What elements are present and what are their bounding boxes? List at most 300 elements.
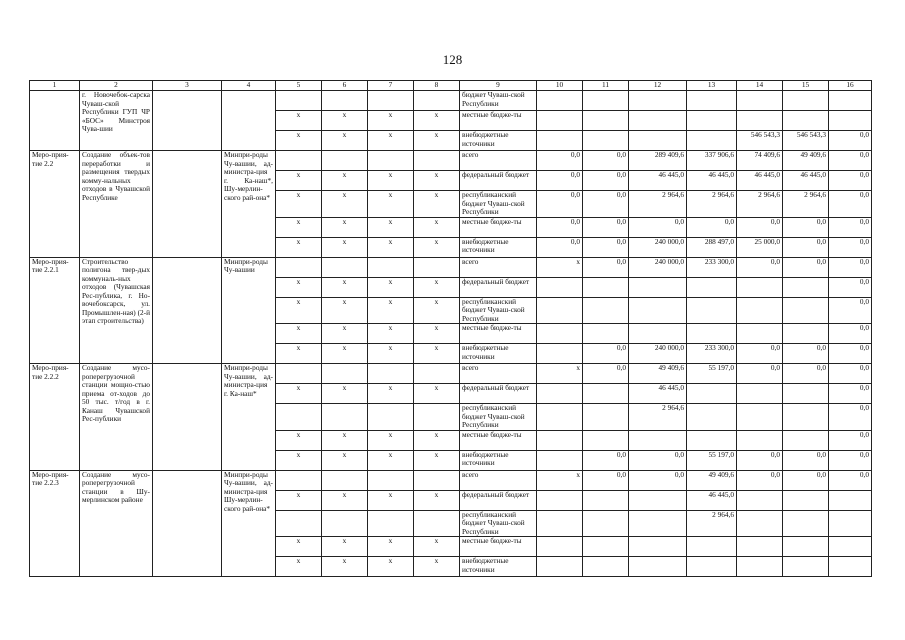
value-cell: x (537, 470, 583, 490)
code-cell: x (414, 171, 460, 191)
value-cell (629, 111, 687, 131)
code-cell (276, 364, 322, 384)
code-cell: x (276, 237, 322, 257)
value-cell: 0,0 (829, 450, 872, 470)
executor-cell: Минпри-роды Чу-вашии, ад-министра-ция Шу-мерлин-ского рай-она* (222, 470, 276, 577)
value-cell (687, 557, 737, 577)
value-cell (537, 91, 583, 111)
value-cell: 0,0 (537, 237, 583, 257)
value-cell (583, 404, 629, 431)
measure-code-cell: Меро-прия-тие 2.2 (30, 151, 80, 258)
value-cell (537, 537, 583, 557)
executor-cell (222, 91, 276, 151)
value-cell (583, 430, 629, 450)
funding-source-cell: республиканский бюджет Чуваш-ской Республики (460, 297, 537, 324)
code-cell: x (368, 557, 414, 577)
funding-source-cell: всего (460, 364, 537, 384)
code-cell: x (414, 237, 460, 257)
value-cell: 0,0 (783, 217, 829, 237)
code-cell (414, 91, 460, 111)
value-cell (583, 297, 629, 324)
code-cell: x (414, 450, 460, 470)
value-cell (687, 430, 737, 450)
value-cell: 0,0 (829, 470, 872, 490)
code-cell (414, 404, 460, 431)
code-cell: x (322, 450, 368, 470)
code-cell (276, 257, 322, 277)
value-cell: 0,0 (829, 277, 872, 297)
col3-cell (153, 470, 222, 577)
header-cell: 6 (322, 81, 368, 91)
value-cell: 0,0 (629, 470, 687, 490)
value-cell (687, 131, 737, 151)
value-cell: 0,0 (829, 171, 872, 191)
value-cell (829, 490, 872, 510)
code-cell (368, 470, 414, 490)
col3-cell (153, 364, 222, 471)
code-cell (414, 257, 460, 277)
value-cell: 46 445,0 (783, 171, 829, 191)
code-cell (368, 364, 414, 384)
code-cell: x (368, 277, 414, 297)
value-cell (687, 404, 737, 431)
value-cell: 49 409,6 (687, 470, 737, 490)
value-cell: x (537, 257, 583, 277)
code-cell (368, 404, 414, 431)
code-cell: x (276, 111, 322, 131)
code-cell: x (368, 344, 414, 364)
code-cell (322, 510, 368, 537)
value-cell (737, 490, 783, 510)
col3-cell (153, 151, 222, 258)
col3-cell (153, 257, 222, 364)
code-cell (276, 404, 322, 431)
code-cell: x (276, 191, 322, 218)
code-cell (276, 510, 322, 537)
value-cell: 2 964,6 (737, 191, 783, 218)
measure-name-cell: г. Новочебок-сарска Чуваш-ской Республики ГУП ЧР «БОС» Минстроя Чува-шии (80, 91, 153, 151)
value-cell (583, 537, 629, 557)
value-cell (737, 557, 783, 577)
code-cell (322, 257, 368, 277)
code-cell: x (368, 111, 414, 131)
code-cell (276, 151, 322, 171)
value-cell (783, 490, 829, 510)
table-row (30, 257, 872, 277)
value-cell: 0,0 (583, 364, 629, 384)
header-cell: 9 (460, 81, 537, 91)
value-cell (583, 111, 629, 131)
value-cell (537, 510, 583, 537)
value-cell: 0,0 (537, 151, 583, 171)
value-cell (537, 490, 583, 510)
code-cell: x (414, 191, 460, 218)
value-cell (783, 324, 829, 344)
code-cell: x (322, 384, 368, 404)
code-cell: x (414, 430, 460, 450)
code-cell: x (322, 490, 368, 510)
code-cell: x (414, 490, 460, 510)
value-cell (737, 297, 783, 324)
value-cell (783, 297, 829, 324)
value-cell: 0,0 (629, 217, 687, 237)
value-cell: 0,0 (783, 257, 829, 277)
funding-source-cell: местные бюдже-ты (460, 430, 537, 450)
value-cell: 0,0 (829, 364, 872, 384)
header-cell: 10 (537, 81, 583, 91)
code-cell: x (276, 430, 322, 450)
value-cell (583, 91, 629, 111)
header-cell: 13 (687, 81, 737, 91)
value-cell (737, 510, 783, 537)
value-cell: 46 445,0 (687, 490, 737, 510)
value-cell: 0,0 (737, 257, 783, 277)
value-cell (687, 324, 737, 344)
value-cell: 46 445,0 (629, 384, 687, 404)
value-cell: 0,0 (783, 364, 829, 384)
header-cell: 12 (629, 81, 687, 91)
value-cell: 46 445,0 (737, 171, 783, 191)
value-cell (737, 111, 783, 131)
value-cell: 0,0 (829, 217, 872, 237)
value-cell: 55 197,0 (687, 364, 737, 384)
code-cell (322, 91, 368, 111)
value-cell: 0,0 (829, 324, 872, 344)
code-cell: x (368, 490, 414, 510)
value-cell: 2 964,6 (783, 191, 829, 218)
value-cell: 233 300,0 (687, 344, 737, 364)
value-cell: 0,0 (829, 384, 872, 404)
value-cell (783, 557, 829, 577)
executor-cell: Минпри-роды Чу-вашии, ад-министра-ция г. Ка-наш*, Шу-мерлин-ского рай-она* (222, 151, 276, 258)
value-cell: 0,0 (737, 450, 783, 470)
value-cell: 0,0 (583, 151, 629, 171)
value-cell (537, 324, 583, 344)
value-cell: 55 197,0 (687, 450, 737, 470)
value-cell (629, 510, 687, 537)
value-cell: 0,0 (537, 171, 583, 191)
value-cell: 0,0 (737, 344, 783, 364)
value-cell (537, 384, 583, 404)
code-cell (368, 151, 414, 171)
value-cell (629, 537, 687, 557)
value-cell (629, 297, 687, 324)
code-cell: x (322, 131, 368, 151)
funding-source-cell: республиканский бюджет Чуваш-ской Республики (460, 404, 537, 431)
value-cell: 46 445,0 (687, 171, 737, 191)
value-cell (737, 324, 783, 344)
value-cell: 2 964,6 (687, 191, 737, 218)
code-cell: x (276, 344, 322, 364)
value-cell (537, 277, 583, 297)
value-cell: 2 964,6 (687, 510, 737, 537)
value-cell (687, 111, 737, 131)
value-cell (629, 277, 687, 297)
value-cell (537, 430, 583, 450)
code-cell: x (322, 557, 368, 577)
measure-name-cell: Создание мусо-роперегрузочной станции мощно-стью приема от-ходов до 50 тыс. т/год в г. Канаш Чувашской Рес-публики (80, 364, 153, 471)
value-cell (537, 344, 583, 364)
value-cell: 289 409,6 (629, 151, 687, 171)
code-cell: x (322, 430, 368, 450)
value-cell (583, 557, 629, 577)
code-cell: x (414, 131, 460, 151)
value-cell (687, 297, 737, 324)
value-cell: 0,0 (537, 217, 583, 237)
code-cell (414, 151, 460, 171)
value-cell (537, 131, 583, 151)
code-cell (322, 470, 368, 490)
header-cell: 16 (829, 81, 872, 91)
value-cell (783, 537, 829, 557)
header-cell: 3 (153, 81, 222, 91)
funding-source-cell: местные бюдже-ты (460, 217, 537, 237)
value-cell (829, 557, 872, 577)
value-cell: 49 409,6 (783, 151, 829, 171)
code-cell (322, 151, 368, 171)
header-cell: 2 (80, 81, 153, 91)
measure-name-cell: Создание объек-тов переработки и размещения твердых комму-нальных отходов в Чувашской Республике (80, 151, 153, 258)
header-cell: 7 (368, 81, 414, 91)
code-cell: x (322, 344, 368, 364)
header-cell: 15 (783, 81, 829, 91)
value-cell (629, 131, 687, 151)
value-cell (783, 404, 829, 431)
value-cell: 46 445,0 (629, 171, 687, 191)
measure-name-cell: Создание мусо-роперегрузочной станции в Шу-мерлинском районе (80, 470, 153, 577)
value-cell (537, 111, 583, 131)
value-cell: 0,0 (737, 470, 783, 490)
code-cell: x (322, 217, 368, 237)
value-cell: x (537, 364, 583, 384)
code-cell: x (368, 297, 414, 324)
table-header-row (30, 81, 872, 91)
funding-source-cell: всего (460, 470, 537, 490)
code-cell (322, 364, 368, 384)
value-cell (583, 490, 629, 510)
value-cell: 0,0 (737, 364, 783, 384)
col3-cell (153, 91, 222, 151)
header-cell: 8 (414, 81, 460, 91)
value-cell: 0,0 (783, 470, 829, 490)
code-cell (414, 510, 460, 537)
value-cell: 0,0 (829, 257, 872, 277)
value-cell: 0,0 (829, 344, 872, 364)
measure-name-cell: Строительство полигона твер-дых коммуналь-ных отходов (Чувашская Рес-публика, г. Но-вочебоксарск, ул. Промышлен-ная) (2-й этап строительства) (80, 257, 153, 364)
table-row (30, 91, 872, 111)
value-cell: 546 543,3 (783, 131, 829, 151)
code-cell: x (322, 324, 368, 344)
value-cell: 546 543,3 (737, 131, 783, 151)
value-cell: 0,0 (583, 191, 629, 218)
code-cell: x (322, 297, 368, 324)
code-cell: x (414, 537, 460, 557)
page-number: 128 (442, 52, 463, 67)
code-cell (368, 91, 414, 111)
value-cell (829, 91, 872, 111)
value-cell: 0,0 (583, 344, 629, 364)
value-cell: 0,0 (829, 237, 872, 257)
code-cell: x (276, 217, 322, 237)
code-cell: x (368, 430, 414, 450)
value-cell: 74 409,6 (737, 151, 783, 171)
code-cell: x (414, 384, 460, 404)
code-cell: x (414, 277, 460, 297)
value-cell: 0,0 (583, 257, 629, 277)
value-cell (737, 277, 783, 297)
code-cell: x (276, 324, 322, 344)
value-cell: 288 497,0 (687, 237, 737, 257)
value-cell: 0,0 (629, 450, 687, 470)
value-cell: 0,0 (829, 404, 872, 431)
code-cell: x (368, 450, 414, 470)
code-cell (368, 510, 414, 537)
header-cell: 14 (737, 81, 783, 91)
value-cell (829, 510, 872, 537)
value-cell (629, 490, 687, 510)
funding-source-cell: местные бюдже-ты (460, 537, 537, 557)
value-cell (537, 557, 583, 577)
value-cell: 0,0 (583, 470, 629, 490)
value-cell (783, 277, 829, 297)
header-cell: 11 (583, 81, 629, 91)
funding-source-cell: республиканский бюджет Чуваш-ской Республики (460, 510, 537, 537)
value-cell (737, 384, 783, 404)
code-cell: x (368, 191, 414, 218)
code-cell: x (276, 450, 322, 470)
funding-source-cell: бюджет Чуваш-ской Республики (460, 91, 537, 111)
code-cell (368, 257, 414, 277)
funding-source-cell: внебюджетные источники (460, 344, 537, 364)
funding-source-cell: внебюджетные источники (460, 131, 537, 151)
value-cell (583, 384, 629, 404)
value-cell: 0,0 (829, 430, 872, 450)
code-cell (322, 404, 368, 431)
value-cell (583, 277, 629, 297)
funding-source-cell: федеральный бюджет (460, 277, 537, 297)
value-cell (783, 510, 829, 537)
value-cell: 0,0 (537, 191, 583, 218)
value-cell: 2 964,6 (629, 404, 687, 431)
header-cell: 1 (30, 81, 80, 91)
value-cell (629, 557, 687, 577)
financing-table (29, 80, 872, 577)
code-cell: x (368, 237, 414, 257)
value-cell: 0,0 (829, 297, 872, 324)
code-cell: x (322, 277, 368, 297)
code-cell: x (368, 217, 414, 237)
value-cell (783, 384, 829, 404)
value-cell (687, 537, 737, 557)
value-cell: 0,0 (687, 217, 737, 237)
funding-source-cell: республиканский бюджет Чуваш-ской Республики (460, 191, 537, 218)
code-cell: x (368, 324, 414, 344)
funding-source-cell: всего (460, 151, 537, 171)
table-row (30, 470, 872, 490)
value-cell (783, 111, 829, 131)
header-cell: 4 (222, 81, 276, 91)
value-cell: 0,0 (783, 450, 829, 470)
code-cell: x (322, 111, 368, 131)
funding-source-cell: федеральный бюджет (460, 384, 537, 404)
value-cell: 0,0 (829, 191, 872, 218)
code-cell: x (276, 490, 322, 510)
value-cell (737, 404, 783, 431)
funding-source-cell: внебюджетные источники (460, 557, 537, 577)
value-cell (537, 297, 583, 324)
value-cell (829, 111, 872, 131)
value-cell: 0,0 (829, 131, 872, 151)
value-cell (583, 131, 629, 151)
code-cell: x (276, 557, 322, 577)
code-cell: x (276, 297, 322, 324)
code-cell (414, 364, 460, 384)
value-cell: 0,0 (583, 171, 629, 191)
value-cell (783, 430, 829, 450)
funding-source-cell: всего (460, 257, 537, 277)
code-cell: x (322, 171, 368, 191)
code-cell (414, 470, 460, 490)
value-cell (629, 324, 687, 344)
value-cell (629, 430, 687, 450)
value-cell (687, 384, 737, 404)
code-cell: x (276, 171, 322, 191)
value-cell (737, 537, 783, 557)
value-cell (537, 404, 583, 431)
measure-code-cell: Меро-прия-тие 2.2.2 (30, 364, 80, 471)
code-cell: x (276, 277, 322, 297)
code-cell: x (414, 217, 460, 237)
value-cell (829, 537, 872, 557)
executor-cell: Минпри-роды Чу-вашии, ад-министра-ция г. Ка-наш* (222, 364, 276, 471)
value-cell: 240 000,0 (629, 344, 687, 364)
code-cell: x (322, 191, 368, 218)
value-cell (687, 91, 737, 111)
code-cell: x (414, 557, 460, 577)
header-cell: 5 (276, 81, 322, 91)
value-cell: 49 409,6 (629, 364, 687, 384)
code-cell: x (322, 237, 368, 257)
table-row (30, 151, 872, 171)
value-cell: 25 000,0 (737, 237, 783, 257)
value-cell: 2 964,6 (629, 191, 687, 218)
code-cell: x (368, 171, 414, 191)
value-cell: 337 906,6 (687, 151, 737, 171)
value-cell (783, 91, 829, 111)
code-cell: x (368, 384, 414, 404)
code-cell (276, 470, 322, 490)
value-cell (583, 324, 629, 344)
code-cell: x (368, 131, 414, 151)
value-cell (737, 91, 783, 111)
measure-code-cell: Меро-прия-тие 2.2.1 (30, 257, 80, 364)
value-cell: 0,0 (829, 151, 872, 171)
code-cell: x (322, 537, 368, 557)
code-cell: x (414, 324, 460, 344)
value-cell: 240 000,0 (629, 257, 687, 277)
executor-cell: Минпри-роды Чу-вашии (222, 257, 276, 364)
value-cell: 240 000,0 (629, 237, 687, 257)
funding-source-cell: внебюджетные источники (460, 237, 537, 257)
funding-source-cell: местные бюдже-ты (460, 324, 537, 344)
value-cell: 0,0 (737, 217, 783, 237)
code-cell: x (276, 384, 322, 404)
value-cell (629, 91, 687, 111)
measure-code-cell (30, 91, 80, 151)
code-cell: x (276, 537, 322, 557)
funding-source-cell: федеральный бюджет (460, 490, 537, 510)
value-cell: 233 300,0 (687, 257, 737, 277)
